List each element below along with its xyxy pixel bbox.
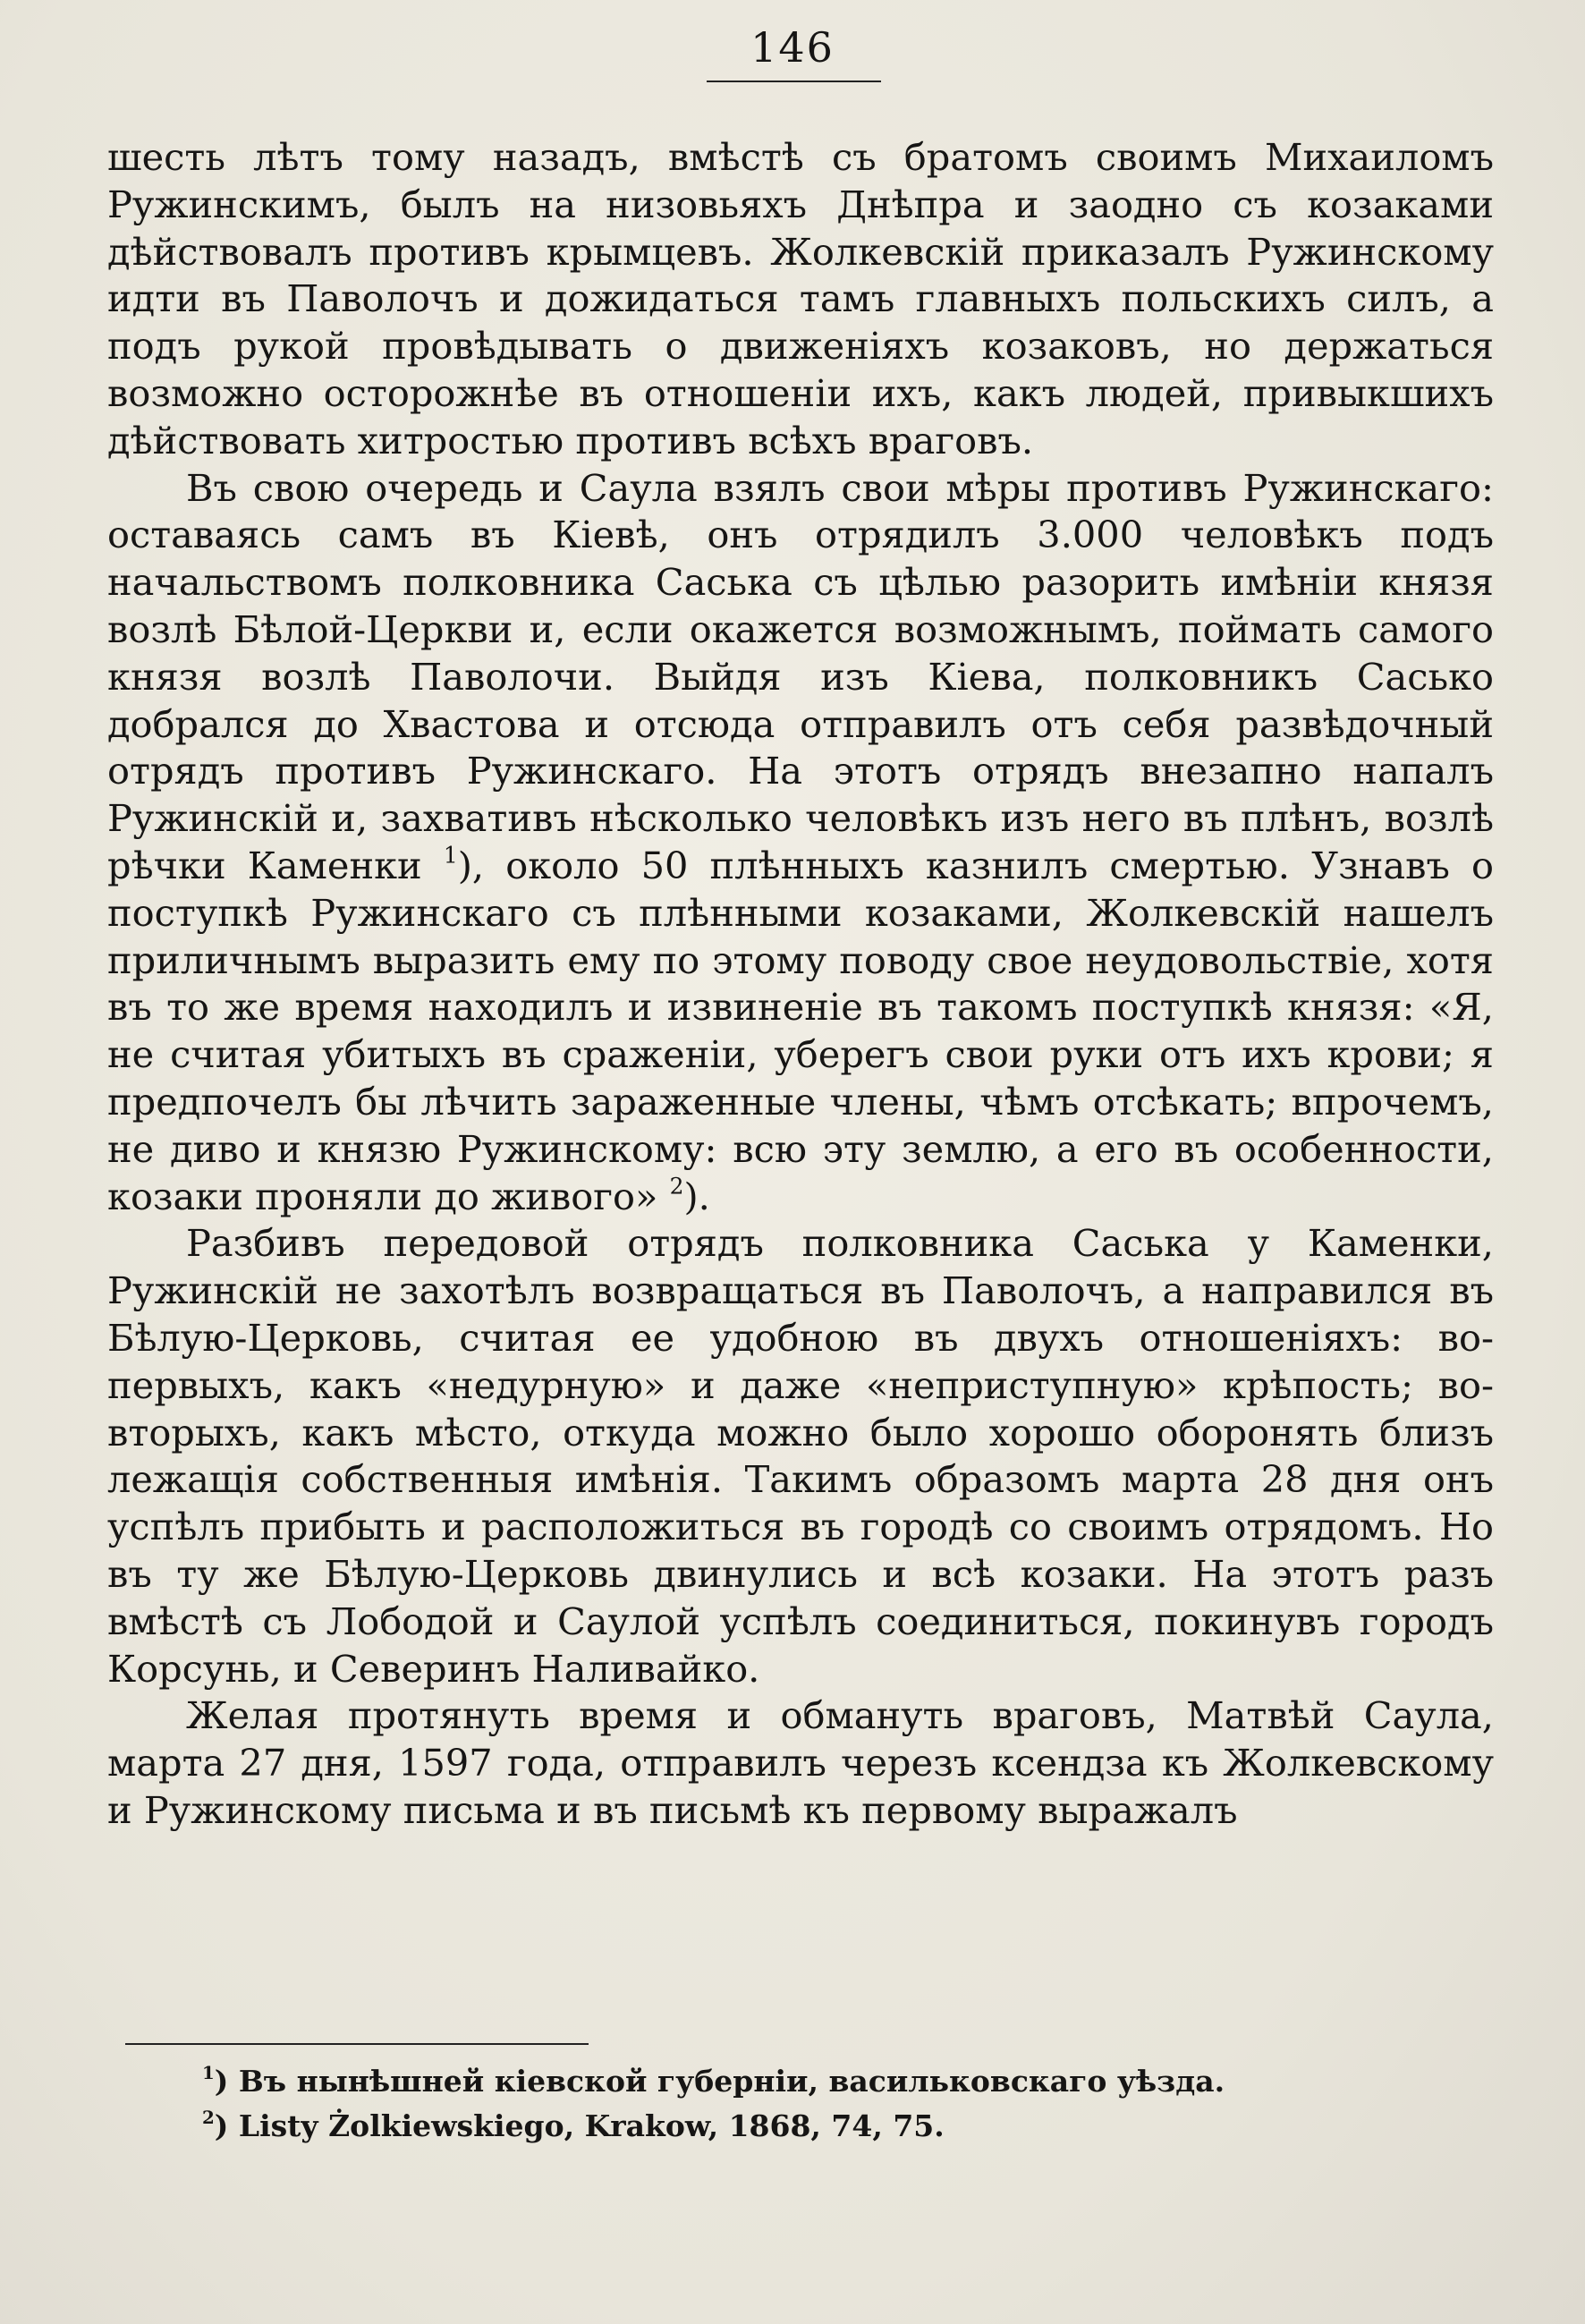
paragraph-2-text-c: ). — [683, 1174, 710, 1218]
main-text — [107, 134, 1494, 1835]
paragraph-2 — [107, 465, 1494, 1221]
page-number: 146 — [750, 23, 835, 72]
footnotes — [202, 2059, 1454, 2149]
footnote-rule — [125, 2043, 589, 2045]
paragraph-1: шесть лѣтъ тому назадъ, вмѣстѣ съ братомъ своимъ Михаиломъ Ружинскимъ, былъ на низовьяхъ Днѣпра и заодно съ козаками дѣйствовалъ противъ крымцевъ. Жолкевскій приказалъ Ружинскому идти въ Паволочъ и дожидаться тамъ главныхъ польскихъ силъ, а подъ рукой провѣдывать о движеніяхъ козаковъ, но держаться возможно осторожнѣе въ отношеніи ихъ, какъ людей, привыкшихъ дѣйствовать хитростью противъ всѣхъ враговъ. — [107, 135, 1494, 462]
paragraph-2-text-a: Въ свою очередь и Саула взялъ свои мѣры противъ Ружинскаго: оставаясь самъ въ Кіевѣ, онъ отрядилъ 3.000 человѣкъ подъ начальствомъ полковника Саська съ цѣлью разорить имѣніи князя возлѣ Бѣлой-Церкви и, если окажется возможнымъ, поймать самого князя возлѣ Паволочи. Выйдя изъ Кіева, полковникъ Сасько добрался до Хвастова и отсюда отправилъ отъ себя развѣдочный отрядъ противъ Ружинскаго. На этотъ отрядъ внезапно напалъ Ружинскій и, захвативъ нѣсколько человѣкъ изъ него въ плѣнъ, возлѣ рѣчки Каменки — [107, 465, 1494, 887]
paragraph-3: Разбивъ передовой отрядъ полковника Саська у Каменки, Ружинскій не захотѣлъ возвращаться въ Паволочъ, а направился въ Бѣлую-Церковь, считая ее удобною въ двухъ отношеніяхъ: во-первыхъ, какъ «недурную» и даже «неприступную» крѣпость; во-вторыхъ, какъ мѣсто, откуда можно было хорошо оборонять близъ лежащія собственныя имѣнія. Такимъ образомъ марта 28 дня онъ успѣлъ прибыть и расположиться въ городѣ со своимъ отрядомъ. Но въ ту же Бѣлую-Церковь двинулись и всѣ козаки. На этотъ разъ вмѣстѣ съ Лободой и Саулой успѣлъ соединиться, покинувъ городъ Корсунь, и Северинъ Наливайко. — [107, 1221, 1494, 1691]
header-rule — [707, 81, 881, 82]
footnote-1-text: ) Въ нынѣшней кіевской губерніи, васильковскаго уѣзда. — [214, 2064, 1225, 2099]
footnote-ref-2: 2 — [669, 1173, 684, 1200]
footnote-2-text: ) Listy Żolkiewskiego, Krakow, 1868, 74, 75. — [214, 2108, 945, 2143]
footnote-1 — [202, 2059, 1454, 2104]
footnote-2 — [202, 2104, 1454, 2149]
footnote-mark-2: 2 — [202, 2107, 215, 2129]
footnote-ref-1: 1 — [443, 842, 458, 869]
paragraph-4: Желая протянуть время и обмануть враговъ, Матвѣй Саула, марта 27 дня, 1597 года, отправилъ черезъ ксендза къ Жолкевскому и Ружинскому письма и въ письмѣ къ первому выражалъ — [107, 1693, 1494, 1832]
footnote-mark-1: 1 — [202, 2062, 215, 2084]
paragraph-2-text-b: ), около 50 плѣнныхъ казнилъ смертью. Узнавъ о поступкѣ Ружинскаго съ плѣнными козаками, Жолкевскій нашелъ приличнымъ выразить ему по этому поводу свое неудовольствіе, хотя въ то же время находилъ и извиненіе въ такомъ поступкѣ князя: «Я, не считая убитыхъ въ сраженіи, уберегъ свои руки отъ ихъ крови; я предпочелъ бы лѣчить зараженные члены, чѣмъ отсѣкать; впрочемъ, не диво и князю Ружинскому: всю эту землю, а его въ особенности, козаки проняли до живого» — [107, 843, 1494, 1218]
